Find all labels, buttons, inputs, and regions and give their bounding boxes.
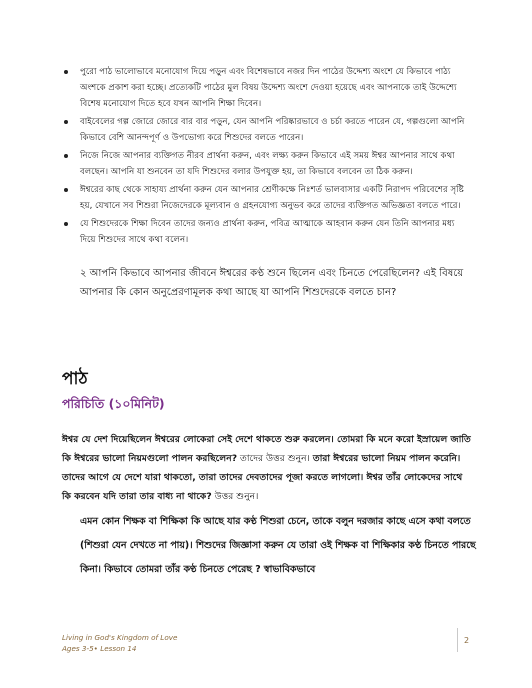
reflection-question: ২ আপনি কিভাবে আপনার জীবনে ঈশ্বরের কণ্ঠ শুনে ছিলেন এবং চিনতে পেরেছিলেন? এই বিষয়ে আপনার কি কোন অনুপ্রেরণামূলক কথা আছে যা আপনি শিশুদেরকে বলতে চান? <box>80 268 464 298</box>
introduction-paragraph <box>62 430 474 506</box>
intro-text: ঈশ্বর যে দেশ দিয়েছিলেন ঈশ্বরের লোকেরা সেই দেশে থাকতে শুরু করলেন। তোমরা কি মনে করো ইস্রায়েল জাতি কি ঈশ্বরের ভালো নিয়মগুলো পালন করছিলেন? <box>62 434 471 464</box>
page-number: 2 <box>464 636 470 645</box>
intro-instruction: তাদের উত্তর শুনুন। <box>237 453 313 464</box>
footer-divider <box>457 628 458 652</box>
footer <box>62 632 177 654</box>
section-heading: পাঠ <box>62 369 88 389</box>
bullet-item: যে শিশুদেরকে শিক্ষা দিবেন তাদের জন্যও প্রার্থনা করুন, পবিত্র আত্মাকে আহবান করুন যেন তিনি আপনার মধ্য দিয়ে শিশুদের সাথে কথা বলেন। <box>62 216 472 248</box>
bullet-dot-icon <box>64 70 68 74</box>
bullet-dot-icon <box>64 188 68 192</box>
bullet-dot-icon <box>64 222 68 226</box>
bullet-dot-icon <box>64 154 68 158</box>
preparation-bullet-list <box>62 64 472 250</box>
bullet-item: ঈশ্বরের কাছ থেকে সাহায্য প্রার্থনা করুন যেন আপনার শ্রেণীকক্ষে নিঃশর্ত ভালবাসার একটি নিরাপদ পরিবেশের সৃষ্টি হয়, যেখানে সব শিশুরা নিজেদেরকে মূল্যবান ও গ্রহনযোগ্য অনুভব করে তাদের ব্যক্তিগত অভিজ্ঞতা বলতে পারে। <box>62 182 472 214</box>
intro-text: তারা ঈশ্বরের ভালো নিয়ম পালন করেনি। তাদের আগে যে দেশে যারা থাকতো, তারা তাদের দেবতাদের পূজা করতে লাগলো। ঈশ্বর তাঁর লোকেদের সাথে কি করবেন যদি তারা তার বাধ্য না থাকে? <box>62 453 463 502</box>
bullet-item: পুরো পাঠ ভালোভাবে মনোযোগ দিয়ে পড়ুন এবং বিশেষভাবে নজর দিন পাঠের উদ্দেশ্য অংশে যে কিভাবে পাঠ্য অংশকে প্রকাশ করা হচ্ছে। প্রত্যেকটি পাঠের মুল বিষয় উদ্দেশ্য অংশে দেওয়া হয়েছে এবং আপনাকে তাই উদ্দেশ্যে বিশেষ মনোযোগ দিতে হবে যখন আপনি শিক্ষা দিবেন। <box>62 64 472 112</box>
bullet-dot-icon <box>64 120 68 124</box>
bullet-item: বাইবেলের গল্প জোরে জোরে বার বার পড়ুন, যেন আপনি পরিষ্কারভাবে ও চর্চা করতে পারেন যে, গল্পগুলো আপনি কিভাবে বেশি আনন্দপূর্ণ ও উপভোগ্য করে শিশুদের বলতে পারেন। <box>62 114 472 146</box>
bullet-item: নিজে নিজে আপনার ব্যক্তিগত নীরব প্রার্থনা করুন, এবং লক্ষ্য করুন কিভাবে এই সময় ঈশ্বর আপনার সাথে কথা বলছেন। আপনি যা শুনবেন তা যদি শিশুদের বলার উপযুক্ত হয়, তা কিভাবে বলবেন তা ঠিক করুন। <box>62 148 472 180</box>
footer-lesson-info: Ages 3-5• Lesson 14 <box>62 644 137 653</box>
introduction-heading: পরিচিতি (১০মিনিট) <box>62 396 165 411</box>
footer-curriculum-title: Living in God's Kingdom of Love <box>62 633 178 642</box>
teacher-activity-paragraph: এমন কোন শিক্ষক বা শিক্ষিকা কি আছে যার কণ্ঠ শিশুরা চেনে, তাকে বলুন দরজার কাছে এসে কথা বলতে (শিশুরা যেন দেখতে না পায়)। শিশুদের জিজ্ঞাসা করুন যে তারা ওই শিক্ষক বা শিক্ষিকার কণ্ঠ চিনতে পারছে কিনা। কিভাবে তোমরা তাঁর কণ্ঠ চিনতে পেরেছ ? স্বাভাবিকভাবে <box>80 516 476 575</box>
intro-instruction: উত্তর শুনুন। <box>211 491 259 502</box>
